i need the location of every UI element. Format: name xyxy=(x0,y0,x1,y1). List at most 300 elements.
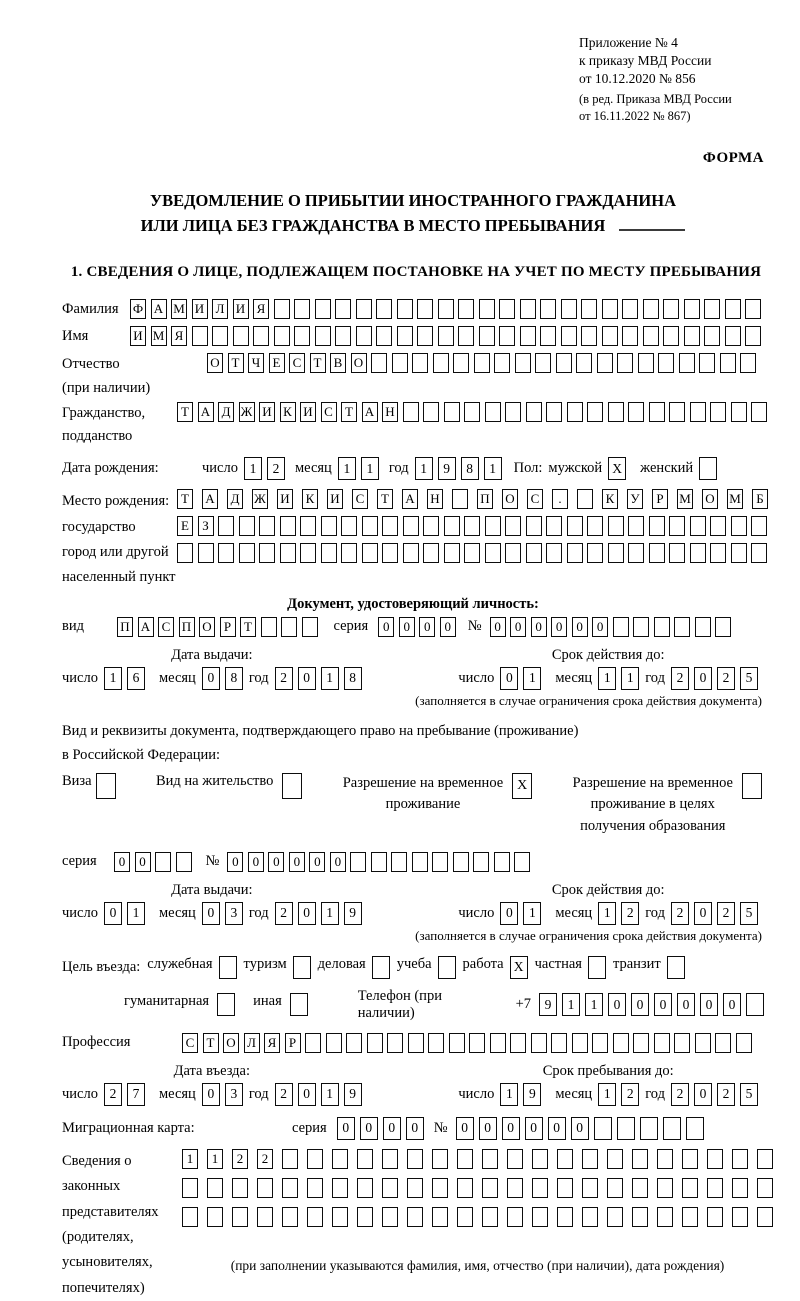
form-cell[interactable] xyxy=(232,1207,248,1227)
form-cell[interactable] xyxy=(281,617,297,637)
residence-valid-month-cells[interactable] xyxy=(598,902,639,925)
form-cell[interactable]: 1 xyxy=(207,1149,223,1169)
form-cell[interactable] xyxy=(679,353,695,373)
form-cell[interactable]: Б xyxy=(752,489,768,509)
form-cell[interactable]: М xyxy=(151,326,167,346)
form-cell[interactable]: 0 xyxy=(330,852,346,872)
form-cell[interactable]: 1 xyxy=(415,457,433,480)
form-cell[interactable] xyxy=(397,326,413,346)
surname-cells[interactable] xyxy=(130,299,761,319)
form-cell[interactable]: 0 xyxy=(548,1117,566,1140)
form-cell[interactable] xyxy=(587,402,603,422)
form-cell[interactable] xyxy=(505,516,521,536)
form-cell[interactable]: И xyxy=(192,299,208,319)
form-cell[interactable] xyxy=(232,1178,248,1198)
form-cell[interactable]: 0 xyxy=(337,1117,355,1140)
form-cell[interactable] xyxy=(357,1178,373,1198)
form-cell[interactable]: 2 xyxy=(267,457,285,480)
form-cell[interactable]: 2 xyxy=(275,667,293,690)
form-cell[interactable]: 3 xyxy=(225,902,243,925)
form-cell[interactable]: А xyxy=(362,402,378,422)
form-cell[interactable]: Т xyxy=(310,353,326,373)
form-cell[interactable] xyxy=(438,299,454,319)
entry-day-cells[interactable] xyxy=(104,1083,145,1106)
form-cell[interactable]: В xyxy=(330,353,346,373)
form-cell[interactable] xyxy=(403,402,419,422)
form-cell[interactable] xyxy=(321,516,337,536)
identity-valid-month-cells[interactable] xyxy=(598,667,639,690)
form-cell[interactable] xyxy=(751,543,767,563)
form-cell[interactable] xyxy=(638,353,654,373)
form-cell[interactable] xyxy=(657,1207,673,1227)
form-cell[interactable] xyxy=(632,1149,648,1169)
form-cell[interactable] xyxy=(751,516,767,536)
form-cell[interactable] xyxy=(582,1149,598,1169)
form-cell[interactable] xyxy=(479,326,495,346)
form-cell[interactable] xyxy=(423,402,439,422)
form-cell[interactable] xyxy=(494,353,510,373)
form-cell[interactable]: 0 xyxy=(202,902,220,925)
form-cell[interactable] xyxy=(357,1207,373,1227)
form-cell[interactable] xyxy=(259,516,275,536)
purpose-tourism-checkbox[interactable] xyxy=(293,956,311,979)
form-cell[interactable]: 0 xyxy=(571,1117,589,1140)
form-cell[interactable] xyxy=(622,326,638,346)
birth-day-cells[interactable] xyxy=(244,457,285,480)
form-cell[interactable]: 3 xyxy=(225,1083,243,1106)
form-cell[interactable] xyxy=(382,1178,398,1198)
purpose-private-checkbox[interactable] xyxy=(588,956,606,979)
form-cell[interactable]: Т xyxy=(203,1033,219,1053)
citizenship-cells[interactable] xyxy=(177,402,767,422)
form-cell[interactable] xyxy=(207,1207,223,1227)
form-cell[interactable] xyxy=(457,1207,473,1227)
form-cell[interactable] xyxy=(457,1149,473,1169)
form-cell[interactable]: Н xyxy=(427,489,443,509)
form-cell[interactable] xyxy=(290,993,308,1016)
form-cell[interactable]: . xyxy=(552,489,568,509)
form-cell[interactable] xyxy=(514,852,530,872)
birth-year-cells[interactable] xyxy=(415,457,502,480)
form-cell[interactable] xyxy=(704,299,720,319)
form-cell[interactable] xyxy=(707,1207,723,1227)
form-cell[interactable] xyxy=(581,326,597,346)
form-cell[interactable]: 0 xyxy=(551,617,567,637)
form-cell[interactable]: 8 xyxy=(225,667,243,690)
form-cell[interactable]: А xyxy=(202,489,218,509)
form-cell[interactable] xyxy=(259,543,275,563)
migration-series-cells[interactable] xyxy=(337,1117,424,1140)
form-cell[interactable] xyxy=(602,326,618,346)
form-cell[interactable]: 2 xyxy=(671,667,689,690)
form-cell[interactable] xyxy=(731,402,747,422)
form-cell[interactable] xyxy=(561,326,577,346)
form-cell[interactable] xyxy=(294,299,310,319)
form-cell[interactable]: 1 xyxy=(523,667,541,690)
purpose-other-checkbox[interactable] xyxy=(290,993,308,1016)
form-cell[interactable] xyxy=(464,402,480,422)
form-cell[interactable] xyxy=(350,852,366,872)
form-cell[interactable] xyxy=(371,353,387,373)
form-cell[interactable] xyxy=(452,489,468,509)
purpose-transit-checkbox[interactable] xyxy=(667,956,685,979)
birth-month-cells[interactable] xyxy=(338,457,379,480)
form-cell[interactable] xyxy=(628,543,644,563)
form-cell[interactable] xyxy=(253,326,269,346)
form-cell[interactable] xyxy=(280,516,296,536)
purpose-business-checkbox[interactable] xyxy=(372,956,390,979)
form-cell[interactable]: Т xyxy=(377,489,393,509)
form-cell[interactable] xyxy=(499,326,515,346)
form-cell[interactable]: 1 xyxy=(361,457,379,480)
form-cell[interactable]: О xyxy=(199,617,215,637)
form-cell[interactable] xyxy=(540,299,556,319)
form-cell[interactable] xyxy=(397,299,413,319)
edu-permit-checkbox[interactable] xyxy=(742,773,762,799)
form-cell[interactable] xyxy=(704,326,720,346)
form-cell[interactable]: 0 xyxy=(502,1117,520,1140)
form-cell[interactable] xyxy=(294,326,310,346)
form-cell[interactable] xyxy=(282,1149,298,1169)
form-cell[interactable] xyxy=(177,543,193,563)
form-cell[interactable]: Ч xyxy=(248,353,264,373)
form-cell[interactable] xyxy=(438,326,454,346)
form-cell[interactable] xyxy=(699,353,715,373)
form-cell[interactable] xyxy=(494,852,510,872)
form-cell[interactable]: 9 xyxy=(438,457,456,480)
form-cell[interactable] xyxy=(567,543,583,563)
form-cell[interactable] xyxy=(710,516,726,536)
form-cell[interactable]: 1 xyxy=(621,667,639,690)
form-cell[interactable] xyxy=(608,543,624,563)
form-cell[interactable]: 0 xyxy=(500,902,518,925)
form-cell[interactable] xyxy=(239,516,255,536)
form-cell[interactable]: 2 xyxy=(275,902,293,925)
form-cell[interactable]: Е xyxy=(269,353,285,373)
form-cell[interactable]: Т xyxy=(177,489,193,509)
form-cell[interactable] xyxy=(540,326,556,346)
form-cell[interactable] xyxy=(372,956,390,979)
form-cell[interactable] xyxy=(407,1149,423,1169)
form-cell[interactable]: 0 xyxy=(694,667,712,690)
form-cell[interactable]: 0 xyxy=(227,852,243,872)
form-cell[interactable]: 1 xyxy=(321,902,339,925)
form-cell[interactable] xyxy=(608,516,624,536)
form-cell[interactable] xyxy=(643,326,659,346)
form-cell[interactable]: 1 xyxy=(585,993,603,1016)
form-cell[interactable] xyxy=(507,1149,523,1169)
form-cell[interactable] xyxy=(428,1033,444,1053)
form-cell[interactable] xyxy=(362,516,378,536)
form-cell[interactable]: П xyxy=(179,617,195,637)
form-cell[interactable] xyxy=(219,956,237,979)
form-cell[interactable] xyxy=(382,516,398,536)
form-cell[interactable]: О xyxy=(502,489,518,509)
form-cell[interactable] xyxy=(695,617,711,637)
form-cell[interactable]: 1 xyxy=(598,1083,616,1106)
form-cell[interactable] xyxy=(357,1149,373,1169)
form-cell[interactable]: 8 xyxy=(461,457,479,480)
purpose-official-checkbox[interactable] xyxy=(219,956,237,979)
form-cell[interactable] xyxy=(649,516,665,536)
form-cell[interactable] xyxy=(182,1178,198,1198)
form-cell[interactable]: Т xyxy=(341,402,357,422)
form-cell[interactable] xyxy=(485,402,501,422)
form-cell[interactable] xyxy=(633,1033,649,1053)
form-cell[interactable]: 0 xyxy=(383,1117,401,1140)
form-cell[interactable] xyxy=(587,543,603,563)
form-cell[interactable] xyxy=(307,1149,323,1169)
form-cell[interactable]: 0 xyxy=(298,1083,316,1106)
form-cell[interactable]: Т xyxy=(228,353,244,373)
form-cell[interactable]: Р xyxy=(285,1033,301,1053)
form-cell[interactable] xyxy=(613,617,629,637)
form-cell[interactable] xyxy=(482,1178,498,1198)
form-cell[interactable] xyxy=(740,353,756,373)
form-cell[interactable]: С xyxy=(182,1033,198,1053)
form-cell[interactable] xyxy=(745,299,761,319)
form-cell[interactable]: 1 xyxy=(500,1083,518,1106)
form-cell[interactable] xyxy=(633,617,649,637)
residence-permit-checkbox[interactable] xyxy=(282,773,302,799)
form-cell[interactable] xyxy=(669,543,685,563)
form-cell[interactable] xyxy=(715,1033,731,1053)
form-cell[interactable] xyxy=(362,543,378,563)
form-cell[interactable] xyxy=(453,852,469,872)
form-cell[interactable]: 1 xyxy=(562,993,580,1016)
form-cell[interactable] xyxy=(341,516,357,536)
form-cell[interactable] xyxy=(632,1207,648,1227)
form-cell[interactable]: 1 xyxy=(127,902,145,925)
form-cell[interactable]: 1 xyxy=(598,667,616,690)
form-cell[interactable] xyxy=(526,402,542,422)
form-cell[interactable]: 0 xyxy=(202,667,220,690)
form-cell[interactable] xyxy=(684,299,700,319)
form-cell[interactable] xyxy=(607,1149,623,1169)
form-cell[interactable] xyxy=(667,956,685,979)
form-cell[interactable]: 6 xyxy=(127,667,145,690)
form-cell[interactable]: 1 xyxy=(182,1149,198,1169)
doc-series-cells[interactable] xyxy=(378,617,456,637)
form-cell[interactable]: 0 xyxy=(440,617,456,637)
form-cell[interactable] xyxy=(473,852,489,872)
form-cell[interactable]: 5 xyxy=(740,667,758,690)
form-cell[interactable] xyxy=(307,1207,323,1227)
form-cell[interactable] xyxy=(657,1149,673,1169)
form-cell[interactable] xyxy=(432,852,448,872)
form-cell[interactable]: 0 xyxy=(114,852,130,872)
form-cell[interactable] xyxy=(715,617,731,637)
form-cell[interactable] xyxy=(557,1149,573,1169)
form-cell[interactable]: 2 xyxy=(671,1083,689,1106)
form-cell[interactable] xyxy=(669,402,685,422)
form-cell[interactable] xyxy=(182,1207,198,1227)
doc-kind-cells[interactable] xyxy=(117,617,318,637)
form-cell[interactable] xyxy=(720,353,736,373)
form-cell[interactable] xyxy=(731,543,747,563)
form-cell[interactable] xyxy=(407,1178,423,1198)
identity-valid-year-cells[interactable] xyxy=(671,667,758,690)
form-cell[interactable] xyxy=(695,1033,711,1053)
form-cell[interactable] xyxy=(535,353,551,373)
form-cell[interactable]: 1 xyxy=(338,457,356,480)
form-cell[interactable]: И xyxy=(259,402,275,422)
form-cell[interactable] xyxy=(546,402,562,422)
form-cell[interactable] xyxy=(707,1178,723,1198)
form-cell[interactable] xyxy=(649,402,665,422)
form-cell[interactable] xyxy=(526,516,542,536)
form-cell[interactable] xyxy=(736,1033,752,1053)
form-cell[interactable] xyxy=(482,1207,498,1227)
form-cell[interactable] xyxy=(690,516,706,536)
form-cell[interactable] xyxy=(458,299,474,319)
form-cell[interactable] xyxy=(732,1207,748,1227)
form-cell[interactable]: З xyxy=(198,516,214,536)
form-cell[interactable] xyxy=(300,543,316,563)
form-cell[interactable]: И xyxy=(327,489,343,509)
form-cell[interactable] xyxy=(356,326,372,346)
form-cell[interactable] xyxy=(507,1178,523,1198)
form-cell[interactable]: 0 xyxy=(677,993,695,1016)
form-cell[interactable] xyxy=(757,1149,773,1169)
form-cell[interactable] xyxy=(332,1149,348,1169)
form-cell[interactable] xyxy=(710,543,726,563)
form-cell[interactable] xyxy=(690,543,706,563)
form-cell[interactable]: 0 xyxy=(479,1117,497,1140)
form-cell[interactable] xyxy=(510,1033,526,1053)
representatives-cells-row3[interactable] xyxy=(182,1207,773,1227)
form-cell[interactable] xyxy=(654,1033,670,1053)
form-cell[interactable] xyxy=(326,1033,342,1053)
form-cell[interactable] xyxy=(643,299,659,319)
form-cell[interactable] xyxy=(403,516,419,536)
identity-issue-year-cells[interactable] xyxy=(275,667,362,690)
form-cell[interactable] xyxy=(207,1178,223,1198)
residence-issue-year-cells[interactable] xyxy=(275,902,362,925)
form-cell[interactable]: П xyxy=(117,617,133,637)
form-cell[interactable] xyxy=(382,543,398,563)
form-cell[interactable] xyxy=(490,1033,506,1053)
form-cell[interactable] xyxy=(674,1033,690,1053)
form-cell[interactable] xyxy=(376,299,392,319)
purpose-study-checkbox[interactable] xyxy=(438,956,456,979)
form-cell[interactable]: Ж xyxy=(239,402,255,422)
form-cell[interactable] xyxy=(444,402,460,422)
form-cell[interactable]: С xyxy=(527,489,543,509)
form-cell[interactable]: И xyxy=(277,489,293,509)
purpose-work-checkbox[interactable] xyxy=(510,956,528,979)
form-cell[interactable] xyxy=(682,1149,698,1169)
form-cell[interactable]: Я xyxy=(253,299,269,319)
form-cell[interactable] xyxy=(663,299,679,319)
form-cell[interactable] xyxy=(663,1117,681,1140)
form-cell[interactable] xyxy=(520,299,536,319)
form-cell[interactable] xyxy=(392,353,408,373)
form-cell[interactable] xyxy=(469,1033,485,1053)
form-cell[interactable] xyxy=(300,516,316,536)
form-cell[interactable] xyxy=(282,1207,298,1227)
form-cell[interactable] xyxy=(274,299,290,319)
form-cell[interactable] xyxy=(725,299,741,319)
form-cell[interactable]: 1 xyxy=(484,457,502,480)
form-cell[interactable]: X xyxy=(608,457,626,480)
form-cell[interactable]: Д xyxy=(218,402,234,422)
form-cell[interactable] xyxy=(757,1207,773,1227)
form-cell[interactable]: Ж xyxy=(252,489,268,509)
form-cell[interactable] xyxy=(732,1149,748,1169)
form-cell[interactable] xyxy=(657,1178,673,1198)
form-cell[interactable] xyxy=(515,353,531,373)
form-cell[interactable]: X xyxy=(510,956,528,979)
residence-issue-month-cells[interactable] xyxy=(202,902,243,925)
form-cell[interactable] xyxy=(654,617,670,637)
form-cell[interactable] xyxy=(746,993,764,1016)
purpose-humanitarian-checkbox[interactable] xyxy=(217,993,235,1016)
form-cell[interactable]: 0 xyxy=(248,852,264,872)
form-cell[interactable]: 0 xyxy=(510,617,526,637)
form-cell[interactable] xyxy=(617,353,633,373)
form-cell[interactable] xyxy=(581,299,597,319)
form-cell[interactable] xyxy=(332,1178,348,1198)
form-cell[interactable]: А xyxy=(138,617,154,637)
form-cell[interactable]: Д xyxy=(227,489,243,509)
form-cell[interactable] xyxy=(479,299,495,319)
form-cell[interactable] xyxy=(293,956,311,979)
form-cell[interactable] xyxy=(274,326,290,346)
form-cell[interactable] xyxy=(464,516,480,536)
form-cell[interactable] xyxy=(417,326,433,346)
form-cell[interactable] xyxy=(567,516,583,536)
form-cell[interactable] xyxy=(682,1207,698,1227)
form-cell[interactable] xyxy=(444,516,460,536)
form-cell[interactable]: 0 xyxy=(298,902,316,925)
form-cell[interactable] xyxy=(582,1207,598,1227)
form-cell[interactable] xyxy=(438,956,456,979)
form-cell[interactable]: 7 xyxy=(127,1083,145,1106)
form-cell[interactable]: О xyxy=(702,489,718,509)
form-cell[interactable] xyxy=(649,543,665,563)
form-cell[interactable] xyxy=(335,299,351,319)
form-cell[interactable]: Е xyxy=(177,516,193,536)
entry-year-cells[interactable] xyxy=(275,1083,362,1106)
form-cell[interactable] xyxy=(699,457,717,480)
form-cell[interactable]: 2 xyxy=(717,1083,735,1106)
form-cell[interactable] xyxy=(233,326,249,346)
form-cell[interactable] xyxy=(423,516,439,536)
form-cell[interactable] xyxy=(417,299,433,319)
form-cell[interactable]: 0 xyxy=(268,852,284,872)
form-cell[interactable] xyxy=(556,353,572,373)
form-cell[interactable] xyxy=(321,543,337,563)
form-cell[interactable] xyxy=(551,1033,567,1053)
form-cell[interactable]: 0 xyxy=(360,1117,378,1140)
name-cells[interactable] xyxy=(130,326,761,346)
form-cell[interactable] xyxy=(371,852,387,872)
form-cell[interactable] xyxy=(485,543,501,563)
form-cell[interactable]: 0 xyxy=(406,1117,424,1140)
form-cell[interactable] xyxy=(572,1033,588,1053)
form-cell[interactable] xyxy=(485,516,501,536)
form-cell[interactable] xyxy=(192,326,208,346)
form-cell[interactable]: 0 xyxy=(289,852,305,872)
form-cell[interactable] xyxy=(658,353,674,373)
form-cell[interactable] xyxy=(432,1207,448,1227)
form-cell[interactable] xyxy=(346,1033,362,1053)
form-cell[interactable] xyxy=(607,1207,623,1227)
form-cell[interactable] xyxy=(588,956,606,979)
form-cell[interactable]: И xyxy=(130,326,146,346)
form-cell[interactable] xyxy=(732,1178,748,1198)
